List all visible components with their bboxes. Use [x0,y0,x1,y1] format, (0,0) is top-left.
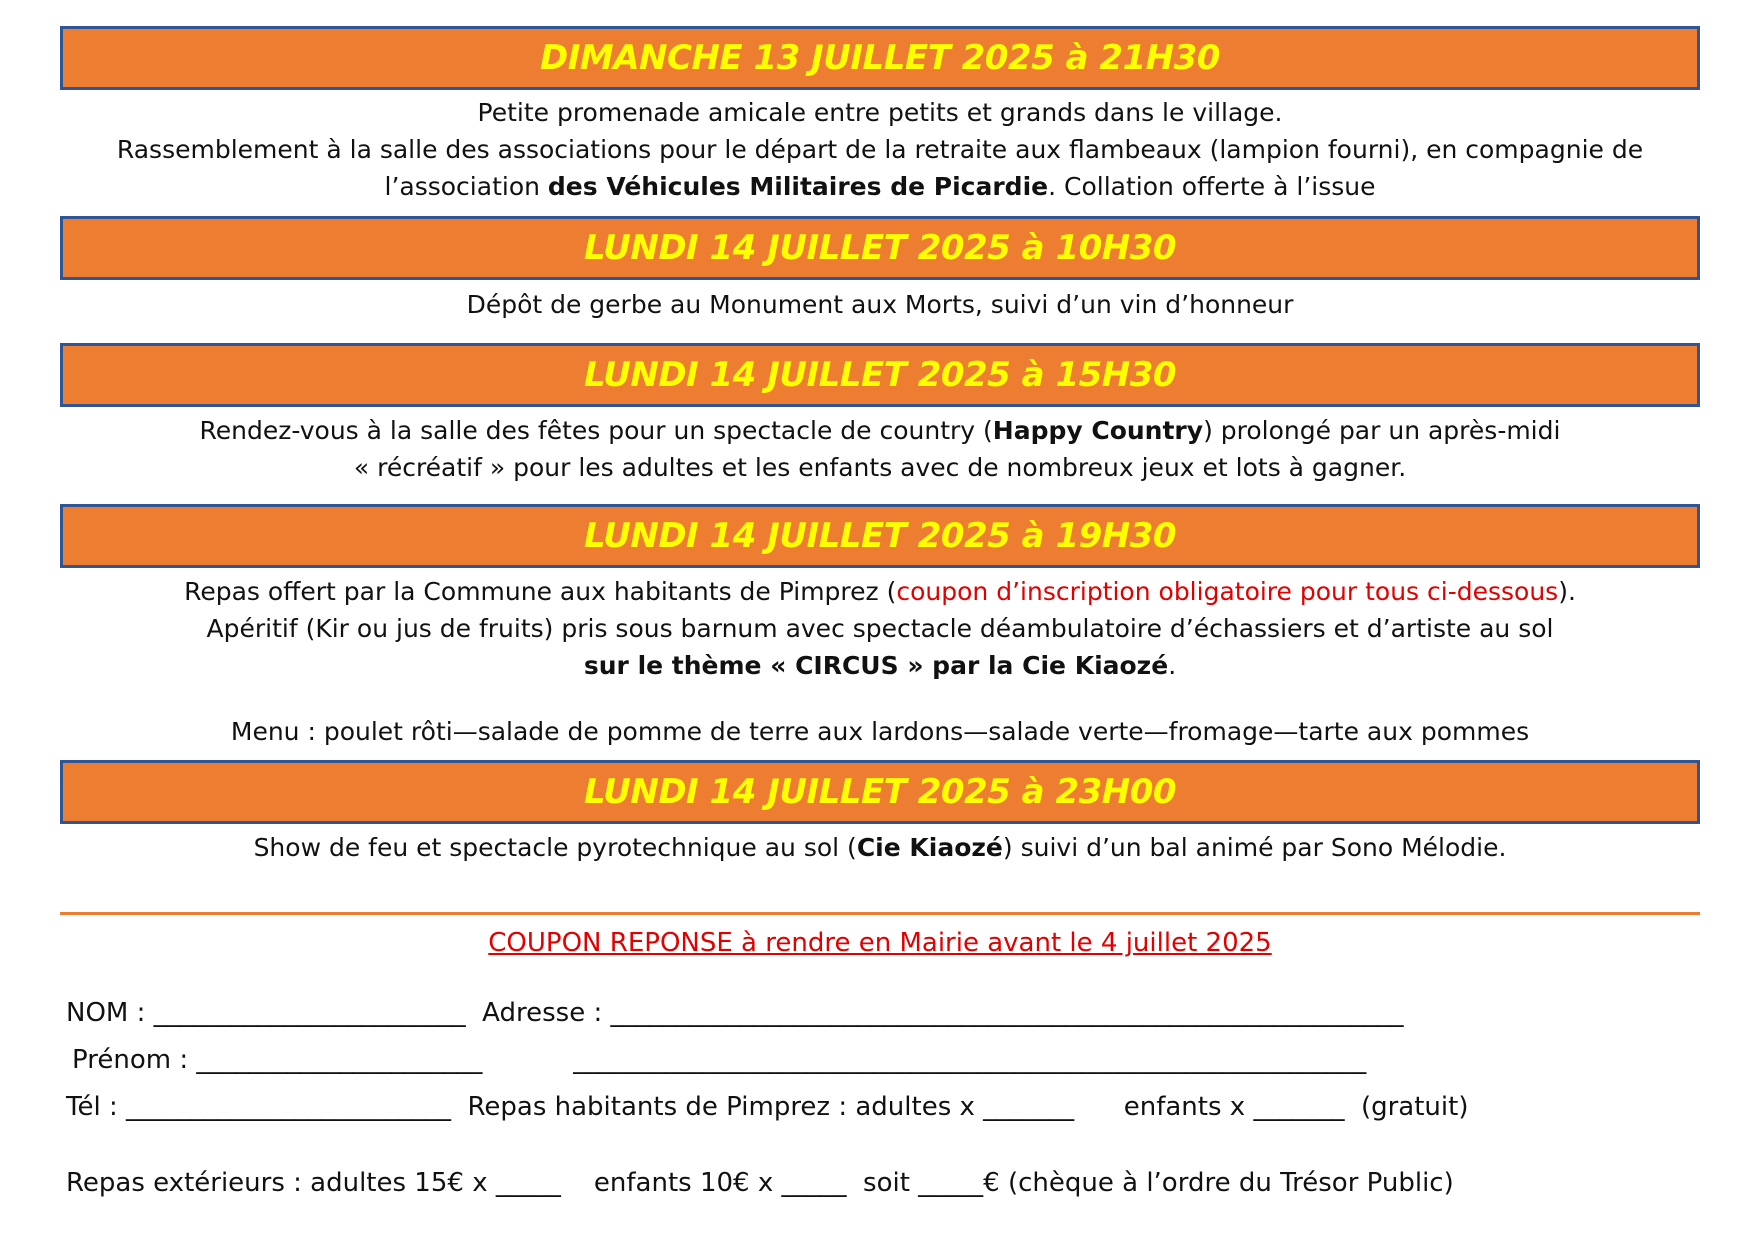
event-1-heading: DIMANCHE 13 JUILLET 2025 à 21H30 [540,38,1220,78]
coupon-row-name-address[interactable]: NOM : ________________________ Adresse : _____________________________________________________________ [66,998,1404,1028]
event-4-line-3-post: . [1168,651,1177,680]
event-3-line-1-post: ) prolongé par un après-midi [1203,416,1561,445]
event-5-heading: LUNDI 14 JUILLET 2025 à 23H00 [583,772,1177,812]
event-4-line-3 [60,647,1700,684]
coupon-row-phone-meals[interactable]: Tél : _________________________ Repas habitants de Pimprez : adultes x _______ enfants x _______ (gratuit) [66,1092,1469,1122]
event-4-line-1-pre: Repas offert par la Commune aux habitants de Pimprez ( [184,577,897,606]
event-3-line-1 [60,412,1700,449]
coupon-row-external-meals[interactable]: Repas extérieurs : adultes 15€ x _____ enfants 10€ x _____ soit _____€ (chèque à l’ordre du Trésor Public) [66,1168,1454,1198]
coupon-title: COUPON REPONSE à rendre en Mairie avant le 4 juillet 2025 [488,928,1272,958]
event-4-line-2: Apéritif (Kir ou jus de fruits) pris sous barnum avec spectacle déambulatoire d’échassiers et d’artiste au sol [206,614,1554,643]
event-4-banner [60,504,1700,568]
event-3-line-2: « récréatif » pour les adultes et les enfants avec de nombreux jeux et lots à gagner. [353,453,1407,482]
event-3-show-name: Happy Country [992,416,1204,445]
event-2-banner [60,216,1700,280]
event-1-line-2: Rassemblement à la salle des associations pour le départ de la retraite aux flambeaux (lampion fourni), en compagnie de [116,135,1644,164]
event-1-line-1: Petite promenade amicale entre petits et grands dans le village. [477,98,1283,127]
event-1-banner [60,26,1700,90]
event-4-line-1-post: ). [1558,577,1576,606]
event-5-description [60,829,1700,866]
event-5-line-1-post: ) suivi d’un bal animé par Sono Mélodie. [1002,833,1507,862]
event-3-line-1-pre: Rendez-vous à la salle des fêtes pour un spectacle de country ( [199,416,993,445]
event-3-heading: LUNDI 14 JUILLET 2025 à 15H30 [583,355,1177,395]
event-2-heading: LUNDI 14 JUILLET 2025 à 10H30 [583,228,1177,268]
coupon-separator [60,912,1700,915]
event-5-company-name: Cie Kiaozé [856,833,1003,862]
event-4-theme: sur le thème « CIRCUS » par la Cie Kiaozé [583,651,1169,680]
event-5-line-1-pre: Show de feu et spectacle pyrotechnique au sol ( [253,833,857,862]
event-4-coupon-note: coupon d’inscription obligatoire pour tous ci-dessous [896,577,1559,606]
event-1-line-3-post: . Collation offerte à l’issue [1048,172,1376,201]
event-1-line-3 [60,168,1700,205]
event-5-line-1 [60,829,1700,866]
coupon-row-firstname[interactable]: Prénom : ______________________ _____________________________________________________________ [72,1045,1367,1075]
event-1-line-3-pre: l’association [384,172,548,201]
event-1-association-name: des Véhicules Militaires de Picardie [547,172,1049,201]
event-4-menu: Menu : poulet rôti—salade de pomme de terre aux lardons—salade verte—fromage—tarte aux pommes [230,717,1530,746]
event-3-banner [60,343,1700,407]
event-3-description [60,412,1700,486]
event-4-line-1 [60,573,1700,610]
event-4-heading: LUNDI 14 JUILLET 2025 à 19H30 [583,516,1177,556]
event-2-description [60,286,1700,323]
event-4-description [60,573,1700,684]
event-5-banner [60,760,1700,824]
event-2-line-1: Dépôt de gerbe au Monument aux Morts, suivi d’un vin d’honneur [466,290,1294,319]
event-1-description [60,94,1700,205]
